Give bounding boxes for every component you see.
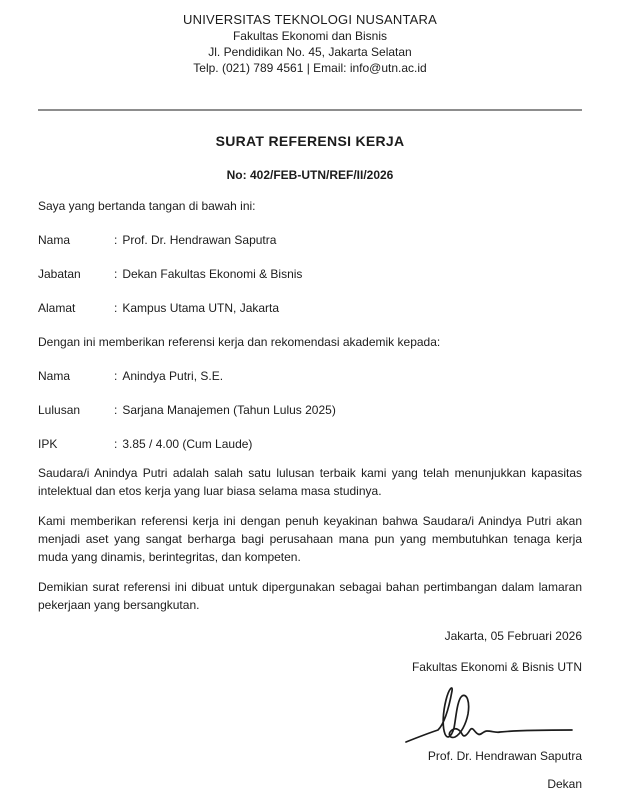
field-value: Prof. Dr. Hendrawan Saputra: [122, 233, 277, 247]
field-label: Lulusan: [38, 403, 81, 417]
field-separator: :: [114, 301, 118, 315]
field-separator: :: [114, 369, 118, 383]
field-separator: :: [114, 233, 118, 247]
field-row-signer-jabatan: [38, 267, 582, 281]
field-separator: :: [114, 403, 118, 417]
intro-line: Saya yang bertanda tangan di bawah ini:: [38, 199, 256, 213]
body-paragraph-1: Saudara/i Anindya Putri adalah salah satu lulusan terbaik kami yang telah menunjukkan kapasitas intelektual dan etos kerja yang luar biasa selama masa studinya.: [38, 466, 582, 498]
field-label: Nama: [38, 233, 71, 247]
faculty-name: Fakultas Ekonomi dan Bisnis: [232, 29, 388, 43]
letterhead-address: Jl. Pendidikan No. 45, Jakarta Selatan: [208, 45, 412, 59]
field-value: Anindya Putri, S.E.: [122, 369, 224, 383]
body-paragraph-2: Kami memberikan referensi kerja ini dengan penuh keyakinan bahwa Saudara/i Anindya Putri akan menjadi aset yang sangat berharga bagi perusahaan mana pun yang membutuhkan tenaga kerja muda yang dinamis, berintegritas, dan kompeten.: [38, 514, 582, 564]
field-value: Kampus Utama UTN, Jakarta: [122, 301, 280, 315]
field-row-candidate-lulusan: [38, 403, 582, 417]
field-value: Sarjana Manajemen (Tahun Lulus 2025): [122, 403, 336, 417]
letterhead-contact: Telp. (021) 789 4561 | Email: info@utn.ac.id: [193, 61, 427, 75]
place-date: Jakarta, 05 Februari 2026: [444, 629, 582, 643]
field-label: Alamat: [38, 301, 76, 315]
field-row-signer-nama: [38, 233, 582, 247]
signer-title: Dekan: [547, 777, 582, 791]
field-value: Dekan Fakultas Ekonomi & Bisnis: [122, 267, 303, 281]
signature-block: [38, 686, 582, 746]
university-name: UNIVERSITAS TEKNOLOGI NUSANTARA: [183, 12, 437, 27]
body-paragraph-3: Demikian surat referensi ini dibuat untuk dipergunakan sebagai bahan pertimbangan dalam lamaran pekerjaan yang bersangkutan.: [38, 580, 582, 612]
signature-icon: [400, 686, 580, 746]
letterhead: [38, 12, 582, 76]
field-separator: :: [114, 267, 118, 281]
signer-name: Prof. Dr. Hendrawan Saputra: [427, 749, 582, 763]
letter-number: No: 402/FEB-UTN/REF/II/2026: [226, 168, 394, 182]
letterhead-divider: [38, 109, 582, 111]
field-label: Jabatan: [38, 267, 81, 281]
closing-institution: Fakultas Ekonomi & Bisnis UTN: [411, 660, 582, 674]
recommendation-intro: Dengan ini memberikan referensi kerja dan rekomendasi akademik kepada:: [38, 335, 441, 349]
field-row-signer-alamat: [38, 301, 582, 315]
field-label: IPK: [38, 437, 58, 451]
field-value: 3.85 / 4.00 (Cum Laude): [122, 437, 253, 451]
field-row-candidate-nama: [38, 369, 582, 383]
field-separator: :: [114, 437, 118, 451]
field-label: Nama: [38, 369, 71, 383]
letter-title: SURAT REFERENSI KERJA: [215, 133, 405, 149]
field-row-candidate-ipk: [38, 437, 582, 451]
